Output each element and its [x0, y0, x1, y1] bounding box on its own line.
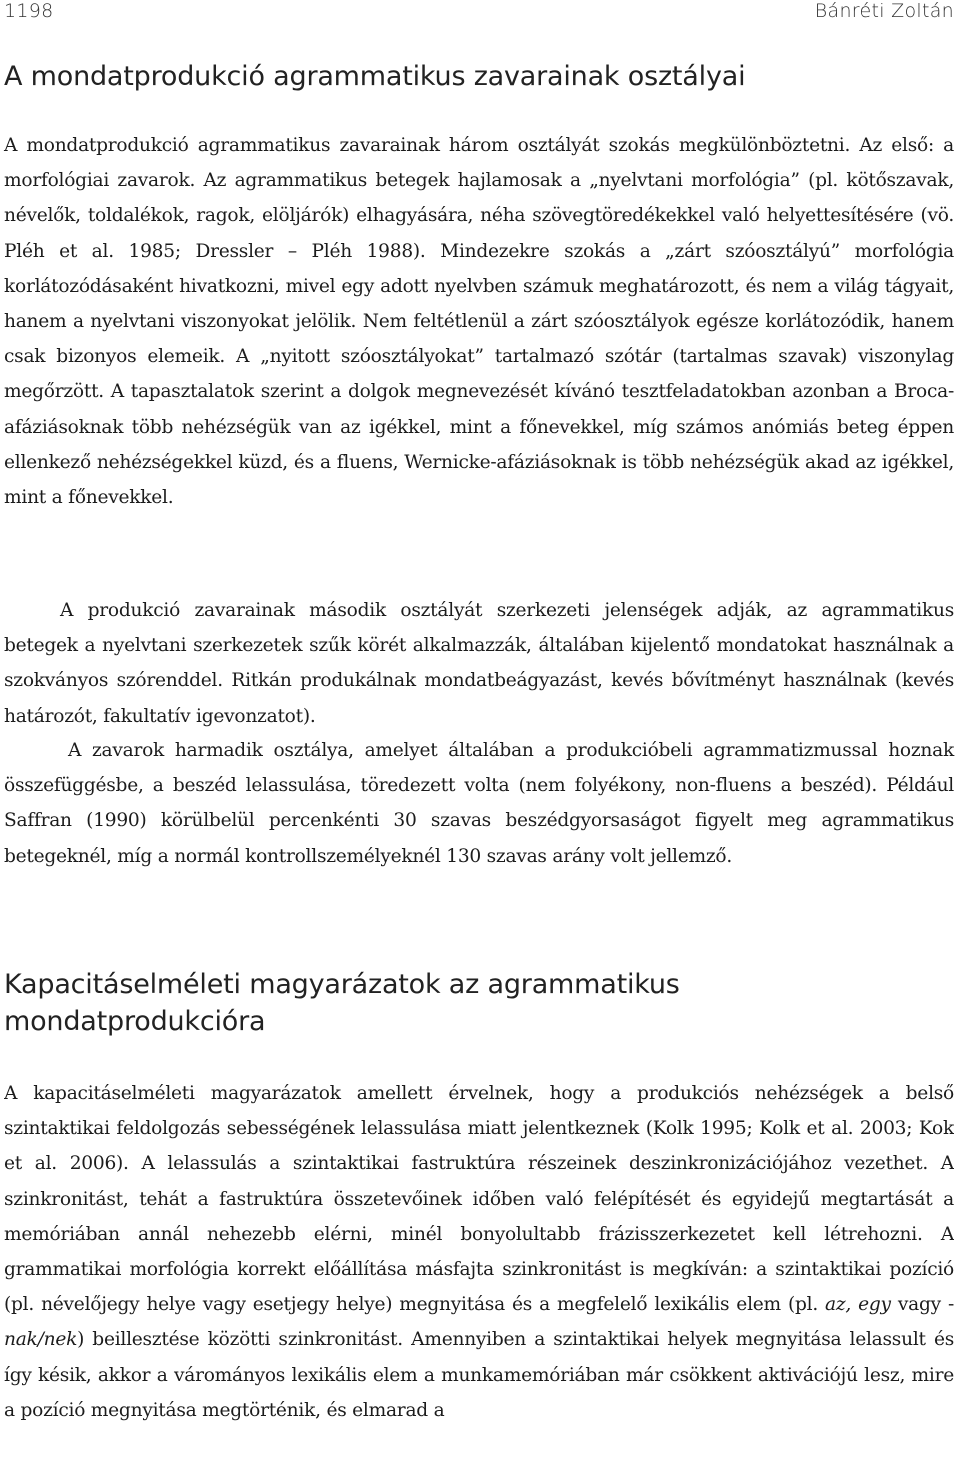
body-paragraph	[4, 1076, 954, 1470]
paragraph-text: A kapacitáselméleti magyarázatok amellett érvelnek, hogy a produkciós nehézségek a belső szintaktikai feldolgozás sebességének lelassulása miatt jelentkeznek (Kolk 1995; Kolk et al. 2003; Kok et al. 2006). A lelassulás a szintaktikai fastruktúra részeinek deszinkronizációjához vezethet. A szinkronitást, tehát a fastruktúra összetevőinek időben való felépítését és egyidejű megtartását a memóriában annál nehezebb elérni, minél bonyolultabb frázisszerkezetet kell létrehozni. A grammatikai morfológia korrekt előállítása másfajta szinkronitást is megkíván: a szintaktikai pozíció (pl. névelőjegy helye vagy esetjegy helye) megnyitása és a megfelelő lexikális elem (pl.	[4, 1083, 954, 1316]
running-head	[4, 0, 954, 28]
italic-suffix: nak/nek	[4, 1329, 78, 1351]
section-heading: A mondatprodukció agrammatikus zavarainak osztályai	[4, 61, 746, 92]
body-paragraph: A mondatprodukció agrammatikus zavarainak három osztályát szokás megkülönböztetni. Az első: a morfológiai zavarok. Az agrammatikus betegek hajlamosak a „nyelvtani morfológia” (pl. kötőszavak, névelők, toldalékok, ragok, elöljárók) elhagyására, néha szövegtöredékekkel való helyettesítésére (vö. Pléh et al. 1985; Dressler – Pléh 1988). Mindezekre szokás a „zárt szóosztályú” morfológia korlátozódásaként hivatkozni, mivel egy adott nyelvben számuk meghatározott, és nem a világ tágyait, hanem a nyelvtani viszonyokat jelölik. Nem feltétlenül a zárt szóosztályok egésze korlátozódik, hanem csak bizonyos elemeik. A „nyitott szóosztályokat” tartalmazó szótár (tartalmas szavak) viszonylag megőrzött. A tapasztalatok szerint a dolgok megnevezését kívánó tesztfeladatokban azonban a Broca-afáziásoknak több nehézségük van az igékkel, mint a főnevekkel, míg számos anómiás beteg éppen ellenkező nehézségekkel küzd, és a fluens, Wernicke-afáziásoknak is több nehézségük akad az igékkel, mint a főnevekkel.	[4, 135, 954, 509]
section-heading: Kapacitáselméleti magyarázatok az agrammatikus mondatprodukcióra	[4, 969, 680, 1037]
paragraph-text: ) beillesztése közötti szinkronitást. Amennyiben a szintaktikai helyek megnyitása lelassult és így késik, akkor a várományos lexikális elem a munkamemóriában már csökkent aktivációjú lesz, mire a pozíció megnyitása megtörténik, és elmarad a	[4, 1329, 954, 1421]
paragraph-text: vagy -	[890, 1294, 954, 1316]
page-number: 1198	[4, 0, 54, 22]
body-paragraph: A produkció zavarainak második osztályát szerkezeti jelenségek adják, az agrammatikus betegek a nyelvtani szerkezetek szűk körét alkalmazzák, általában kijelentő mondatokat használnak a szokványos szórenddel. Ritkán produkálnak mondatbeágyazást, kevés bővítményt használnak (kevés határozót, fakultatív igevonzatot).	[4, 600, 954, 727]
italic-example: az, egy	[825, 1294, 891, 1316]
running-head-author: Bánréti Zoltán	[814, 0, 954, 22]
body-paragraph: A zavarok harmadik osztálya, amelyet általában a produkcióbeli agrammatizmussal hoznak összefüggésbe, a beszéd lelassulása, töredezett volta (nem folyékony, non-fluens a beszéd). Például Saffran (1990) körülbelül percenkénti 30 szavas beszédgyorsaságot figyelt meg agrammatikus betegeknél, míg a normál kontrollszemélyeknél 130 szavas arány volt jellemző.	[4, 740, 954, 867]
